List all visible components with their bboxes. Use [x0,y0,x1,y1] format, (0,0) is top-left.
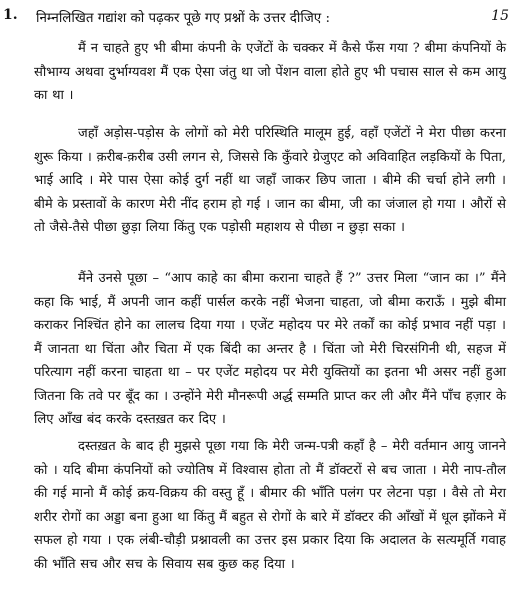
paragraph-text: मैं न चाहते हुए भी बीमा कंपनी के एजेंटों के चक्कर में कैसे फँस गया ? बीमा कंपनियों के सौभाग्य अथवा दुर्भाग्यवश मैं एक ऐसा जंतु था जो पेंशन वाला होते हुए भी पचास साल से कम आयु का था । [34,41,506,103]
paragraph-text: मैंने उनसे पूछा – “आप काहे का बीमा कराना चाहते हैं ?” उत्तर मिला “जान का ।” मैंने कहा कि भाई, मैं अपनी जान कहीं पार्सल करके नहीं भेजना चाहता, जो बीमा कराऊँ । मुझे बीमा कराकर निश्चिंत होने का लालच दिया गया । एजेंट महोदय पर मेरे तर्कों का कोई प्रभाव नहीं पड़ा । मैं जानता था चिंता और चिता में एक बिंदी का अन्तर है । चिंता जो मेरी चिरसंगिनी थी, सहज में परित्याग नहीं करना चाहता था – पर एजेंट महोदय पर मेरी युक्तियों का इतना भी असर नहीं हुआ जितना कि तवे पर बूँद का । उन्होंने मेरी मौनरूपी अर्द्ध सम्मति प्राप्त कर ली और मैंने पाँच हज़ार के लिए आँख बंद करके दस्तख़त कर दिए । [34,271,506,427]
passage-paragraph [34,435,506,576]
question-instruction: निम्नलिखित गद्यांश को पढ़कर पूछे गए प्रश्नों के उत्तर दीजिए : [36,11,330,26]
paragraph-text: दस्तख़त के बाद ही मुझसे पूछा गया कि मेरी जन्म-पत्री कहाँ है – मेरी वर्तमान आयु जानने को । यदि बीमा कंपनियों को ज्योतिष में विश्वास होता तो मैं डॉक्टरों से बच जाता । मेरी नाप-तौल की गई मानो मैं कोई क्रय-विक्रय की वस्तु हूँ । बीमार की भाँति पलंग पर लेटना पड़ा । वैसे तो मेरा शरीर रोगों का अड्डा बना हुआ था किंतु मैं बहुत से रोगों के बारे में डॉक्टर की आँखों में धूल झोंकने में सफल हो गया । एक लंबी-चौड़ी प्रश्नावली का उत्तर इस प्रकार दिया कि अदालत के सत्यमूर्ति गवाह की भाँति सच और सच के सिवाय सब कुछ कह दिया । [34,439,506,572]
passage-paragraph [34,267,506,432]
passage-paragraph [34,37,506,108]
question-number: 1. [3,7,18,23]
paragraph-text: जहाँ अड़ोस-पड़ोस के लोगों को मेरी परिस्थिति मालूम हुई, वहाँ एजेंटों ने मेरा पीछा करना शुरू किया । क़रीब-क़रीब उसी लगन से, जिससे कि कुँवारे ग्रेजुएट को अविवाहित लड़कियों के पिता, भाई आदि । मेरे पास ऐसा कोई दुर्ग नहीं था जहाँ जाकर छिप जाता । बीमे की चर्चा होने लगी । बीमे के प्रस्तावों के कारण मेरी नींद हराम हो गई । जान का बीमा, जी का जंजाल हो गया । औरों से तो जैसे-तैसे पीछा छुड़ा लिया किंतु एक पड़ोसी महाशय से पीछा न छुड़ा सका । [34,126,506,235]
passage-paragraph [34,122,506,240]
question-marks: 15 [491,8,509,24]
